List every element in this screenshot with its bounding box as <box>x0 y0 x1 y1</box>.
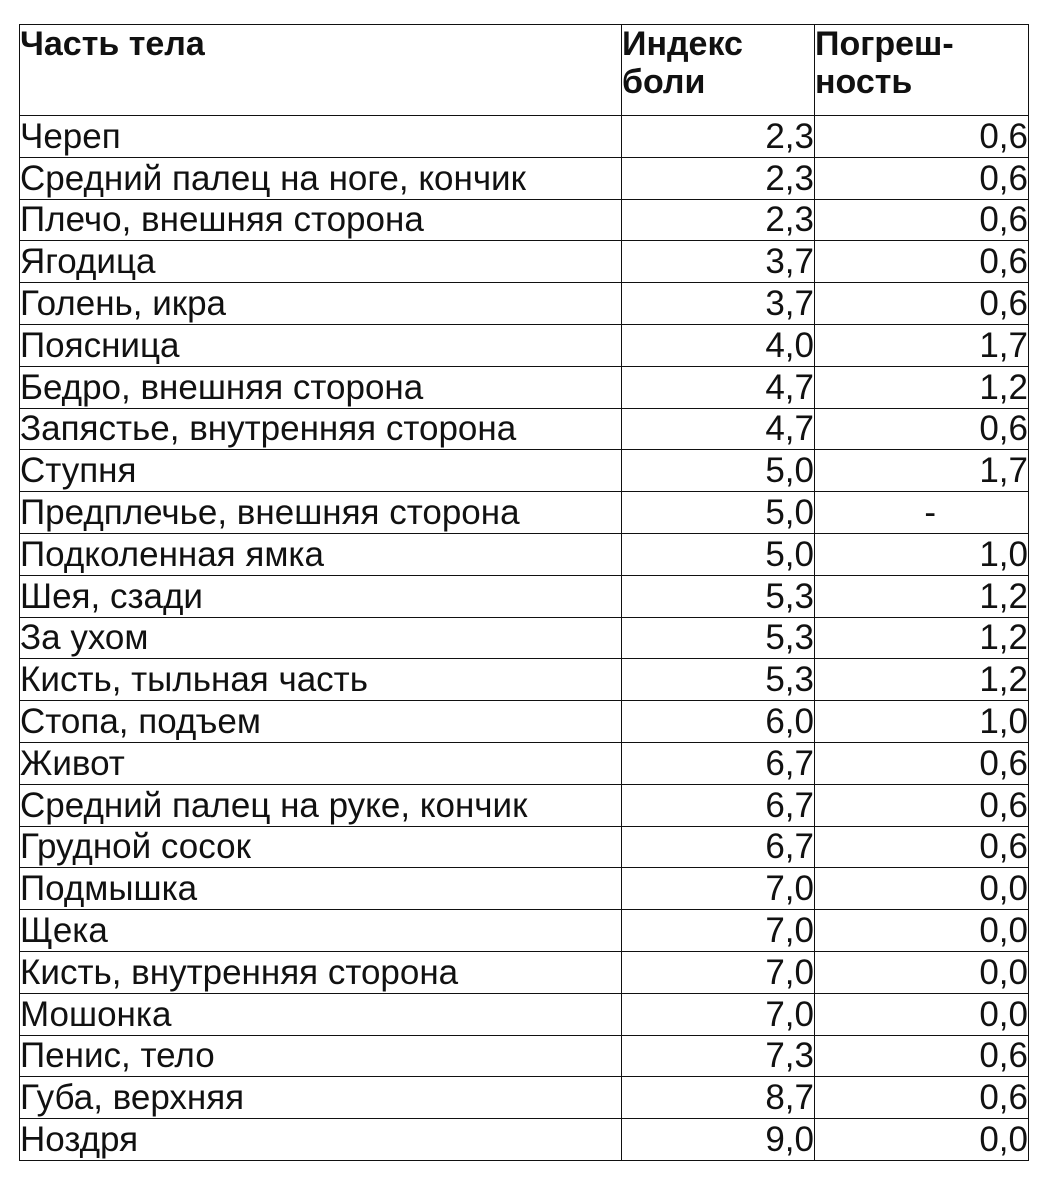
cell-pain-index: 2,3 <box>622 116 815 158</box>
cell-body-part: За ухом <box>20 617 622 659</box>
table-row <box>20 575 1029 617</box>
header-body-part <box>20 25 622 116</box>
cell-error: 0,6 <box>815 826 1029 868</box>
table-row <box>20 157 1029 199</box>
cell-error: - <box>815 492 1029 534</box>
cell-pain-index: 7,0 <box>622 868 815 910</box>
cell-pain-index: 7,3 <box>622 1035 815 1077</box>
table-row <box>20 1035 1029 1077</box>
cell-body-part: Стопа, подъем <box>20 701 622 743</box>
table-row <box>20 742 1029 784</box>
pain-index-table <box>19 24 1029 1161</box>
table-row <box>20 116 1029 158</box>
cell-body-part: Бедро, внешняя сторона <box>20 366 622 408</box>
cell-error: 0,6 <box>815 784 1029 826</box>
header-pain-index-line1: Индекс <box>622 25 743 63</box>
table-row <box>20 1119 1029 1161</box>
cell-error: 1,2 <box>815 575 1029 617</box>
cell-error: 0,0 <box>815 910 1029 952</box>
cell-body-part: Голень, икра <box>20 283 622 325</box>
table-row <box>20 241 1029 283</box>
cell-error: 1,7 <box>815 450 1029 492</box>
cell-error: 1,0 <box>815 701 1029 743</box>
header-error-line1: Погреш- <box>815 25 954 63</box>
cell-pain-index: 7,0 <box>622 993 815 1035</box>
cell-body-part: Пенис, тело <box>20 1035 622 1077</box>
table-row <box>20 701 1029 743</box>
cell-body-part: Подмышка <box>20 868 622 910</box>
table-row <box>20 492 1029 534</box>
cell-pain-index: 6,0 <box>622 701 815 743</box>
table-body <box>20 116 1029 1161</box>
cell-pain-index: 8,7 <box>622 1077 815 1119</box>
table-row <box>20 450 1029 492</box>
cell-pain-index: 3,7 <box>622 283 815 325</box>
cell-body-part: Живот <box>20 742 622 784</box>
cell-pain-index: 6,7 <box>622 784 815 826</box>
header-error-line2: ность <box>815 63 913 101</box>
cell-body-part: Поясница <box>20 324 622 366</box>
cell-error: 0,0 <box>815 993 1029 1035</box>
table-row <box>20 324 1029 366</box>
cell-body-part: Губа, верхняя <box>20 1077 622 1119</box>
header-body-part-label: Часть тела <box>20 25 205 63</box>
cell-pain-index: 5,0 <box>622 492 815 534</box>
cell-body-part: Ягодица <box>20 241 622 283</box>
cell-error: 0,6 <box>815 241 1029 283</box>
cell-body-part: Плечо, внешняя сторона <box>20 199 622 241</box>
cell-pain-index: 2,3 <box>622 157 815 199</box>
cell-body-part: Череп <box>20 116 622 158</box>
header-row <box>20 25 1029 116</box>
cell-body-part: Кисть, тыльная часть <box>20 659 622 701</box>
cell-error: 1,2 <box>815 366 1029 408</box>
cell-body-part: Кисть, внутренняя сторона <box>20 951 622 993</box>
cell-error: 0,6 <box>815 157 1029 199</box>
cell-error: 0,6 <box>815 1077 1029 1119</box>
cell-error: 0,6 <box>815 116 1029 158</box>
cell-error: 1,7 <box>815 324 1029 366</box>
cell-body-part: Запястье, внутренняя сторона <box>20 408 622 450</box>
table-row <box>20 910 1029 952</box>
cell-pain-index: 2,3 <box>622 199 815 241</box>
cell-pain-index: 3,7 <box>622 241 815 283</box>
table-header <box>20 25 1029 116</box>
cell-error: 0,0 <box>815 951 1029 993</box>
cell-pain-index: 4,7 <box>622 408 815 450</box>
cell-error: 0,0 <box>815 868 1029 910</box>
table-row <box>20 1077 1029 1119</box>
header-pain-index-line2: боли <box>622 63 706 101</box>
cell-pain-index: 5,0 <box>622 450 815 492</box>
cell-error: 0,6 <box>815 742 1029 784</box>
table-row <box>20 659 1029 701</box>
cell-error: 0,0 <box>815 1119 1029 1161</box>
table-row <box>20 199 1029 241</box>
cell-error: 0,6 <box>815 199 1029 241</box>
cell-body-part: Средний палец на руке, кончик <box>20 784 622 826</box>
table-row <box>20 868 1029 910</box>
cell-body-part: Подколенная ямка <box>20 533 622 575</box>
cell-error: 0,6 <box>815 408 1029 450</box>
cell-body-part: Мошонка <box>20 993 622 1035</box>
cell-body-part: Шея, сзади <box>20 575 622 617</box>
header-pain-index <box>622 25 815 116</box>
cell-pain-index: 9,0 <box>622 1119 815 1161</box>
cell-body-part: Предплечье, внешняя сторона <box>20 492 622 534</box>
cell-error: 0,6 <box>815 1035 1029 1077</box>
table-row <box>20 784 1029 826</box>
cell-pain-index: 7,0 <box>622 951 815 993</box>
header-error <box>815 25 1029 116</box>
cell-body-part: Средний палец на ноге, кончик <box>20 157 622 199</box>
cell-body-part: Щека <box>20 910 622 952</box>
cell-pain-index: 6,7 <box>622 826 815 868</box>
cell-pain-index: 5,0 <box>622 533 815 575</box>
cell-error: 1,2 <box>815 617 1029 659</box>
cell-body-part: Ступня <box>20 450 622 492</box>
cell-body-part: Грудной сосок <box>20 826 622 868</box>
cell-body-part: Ноздря <box>20 1119 622 1161</box>
cell-pain-index: 5,3 <box>622 575 815 617</box>
table-row <box>20 283 1029 325</box>
cell-error: 1,2 <box>815 659 1029 701</box>
cell-pain-index: 5,3 <box>622 617 815 659</box>
cell-pain-index: 4,0 <box>622 324 815 366</box>
cell-error: 0,6 <box>815 283 1029 325</box>
table-row <box>20 617 1029 659</box>
cell-pain-index: 4,7 <box>622 366 815 408</box>
cell-pain-index: 7,0 <box>622 910 815 952</box>
table-row <box>20 533 1029 575</box>
cell-pain-index: 5,3 <box>622 659 815 701</box>
table-row <box>20 366 1029 408</box>
table-row <box>20 993 1029 1035</box>
table-row <box>20 826 1029 868</box>
cell-error: 1,0 <box>815 533 1029 575</box>
cell-pain-index: 6,7 <box>622 742 815 784</box>
table-row <box>20 951 1029 993</box>
table-row <box>20 408 1029 450</box>
